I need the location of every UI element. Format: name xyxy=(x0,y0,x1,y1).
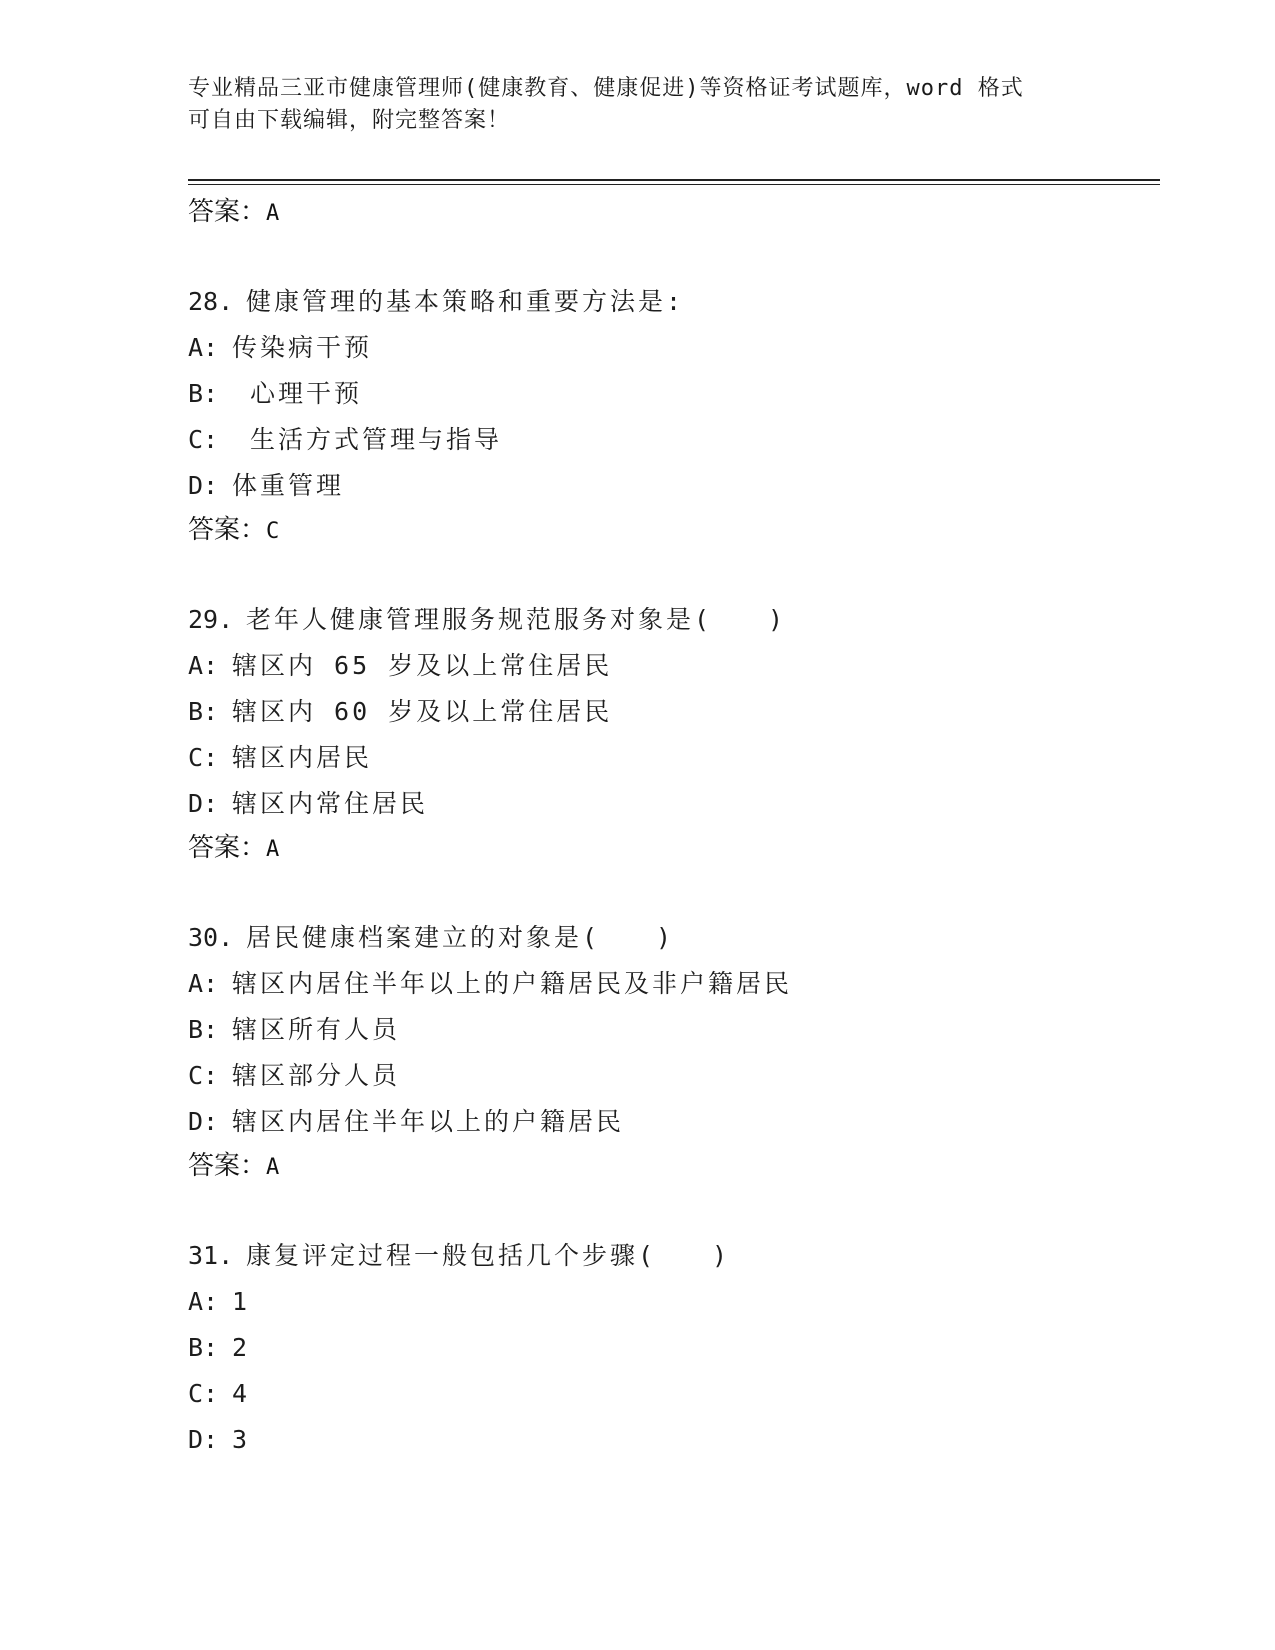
answer-line xyxy=(188,827,1148,869)
question-stem: 健康管理的基本策略和重要方法是: xyxy=(246,287,685,316)
question-block-30 xyxy=(188,915,1148,1187)
option-letter: B: xyxy=(188,1333,219,1362)
option-a xyxy=(188,961,1148,1007)
answer-value: A xyxy=(266,201,280,226)
answer-label: 答案： xyxy=(188,833,267,863)
option-text: 辖区内常住居民 xyxy=(232,789,429,818)
option-text: 2 xyxy=(232,1333,251,1362)
option-letter: A: xyxy=(188,651,219,680)
option-c xyxy=(188,735,1148,781)
header-divider xyxy=(188,179,1160,181)
option-letter: B: xyxy=(188,1015,219,1044)
question-stem: 居民健康档案建立的对象是( ) xyxy=(246,923,675,952)
option-d xyxy=(188,463,1148,509)
question-number: 28. xyxy=(188,287,234,316)
option-text: 辖区内居民 xyxy=(232,743,373,772)
option-text: 3 xyxy=(232,1425,251,1454)
answer-line xyxy=(188,191,1148,233)
question-stem: 康复评定过程一般包括几个步骤( ) xyxy=(246,1241,731,1270)
option-letter: B: xyxy=(188,697,219,726)
option-a xyxy=(188,643,1148,689)
question-text xyxy=(188,279,1148,325)
option-letter: D: xyxy=(188,1107,219,1136)
answer-value: A xyxy=(266,837,280,862)
page-header xyxy=(188,73,1088,137)
option-d xyxy=(188,1417,1148,1463)
question-text xyxy=(188,915,1148,961)
answer-line xyxy=(188,509,1148,551)
option-text: 辖区部分人员 xyxy=(232,1061,401,1090)
option-text: 心理干预 xyxy=(232,379,363,408)
answer-value: A xyxy=(266,1155,280,1180)
option-b xyxy=(188,689,1148,735)
option-letter: C: xyxy=(188,425,219,454)
question-text xyxy=(188,597,1148,643)
header-line-2: 可自由下载编辑，附完整答案！ xyxy=(188,108,511,133)
option-letter: C: xyxy=(188,1379,219,1408)
option-c xyxy=(188,417,1148,463)
option-b xyxy=(188,1325,1148,1371)
question-text xyxy=(188,1233,1148,1279)
option-letter: B: xyxy=(188,379,219,408)
answer-line xyxy=(188,1145,1148,1187)
question-number: 29. xyxy=(188,605,234,634)
option-letter: A: xyxy=(188,333,219,362)
option-c xyxy=(188,1053,1148,1099)
option-letter: A: xyxy=(188,969,219,998)
option-text: 4 xyxy=(232,1379,251,1408)
option-c xyxy=(188,1371,1148,1417)
option-d xyxy=(188,1099,1148,1145)
option-a xyxy=(188,1279,1148,1325)
answer-value: C xyxy=(266,519,280,544)
question-stem: 老年人健康管理服务规范服务对象是( ) xyxy=(246,605,787,634)
answer-label: 答案： xyxy=(188,1151,267,1181)
question-block-31 xyxy=(188,1233,1148,1463)
option-text: 生活方式管理与指导 xyxy=(232,425,503,454)
option-letter: D: xyxy=(188,789,219,818)
option-letter: A: xyxy=(188,1287,219,1316)
answer-label: 答案： xyxy=(188,515,267,545)
option-letter: C: xyxy=(188,743,219,772)
option-text: 辖区内居住半年以上的户籍居民及非户籍居民 xyxy=(232,969,793,998)
question-list xyxy=(188,191,1148,1463)
option-b xyxy=(188,371,1148,417)
question-number: 31. xyxy=(188,1241,234,1270)
question-block-28 xyxy=(188,279,1148,551)
option-text: 体重管理 xyxy=(232,471,345,500)
option-letter: D: xyxy=(188,1425,219,1454)
option-letter: D: xyxy=(188,471,219,500)
option-a xyxy=(188,325,1148,371)
header-divider-thin xyxy=(188,184,1160,185)
question-number: 30. xyxy=(188,923,234,952)
question-block-29 xyxy=(188,597,1148,869)
option-text: 辖区内居住半年以上的户籍居民 xyxy=(232,1107,625,1136)
option-text: 辖区内 60 岁及以上常住居民 xyxy=(232,697,613,726)
option-letter: C: xyxy=(188,1061,219,1090)
option-b xyxy=(188,1007,1148,1053)
answer-label: 答案： xyxy=(188,197,267,227)
option-text: 1 xyxy=(232,1287,251,1316)
option-d xyxy=(188,781,1148,827)
option-text: 传染病干预 xyxy=(232,333,373,362)
header-line-1: 专业精品三亚市健康管理师(健康教育、健康促进)等资格证考试题库，word 格式 xyxy=(188,76,1024,101)
option-text: 辖区所有人员 xyxy=(232,1015,401,1044)
option-text: 辖区内 65 岁及以上常住居民 xyxy=(232,651,613,680)
